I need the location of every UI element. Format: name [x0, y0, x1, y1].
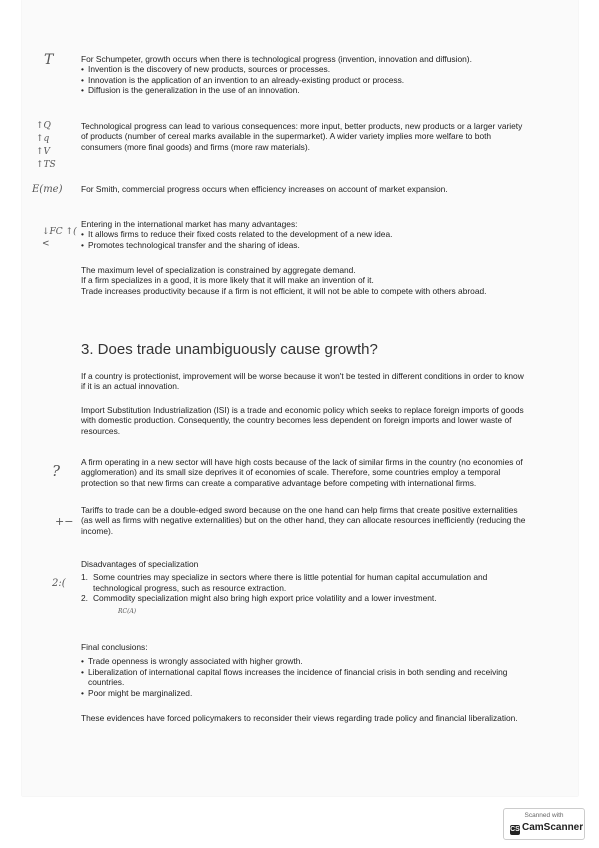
section-title: 3. Does trade unambiguously cause growth? [81, 341, 378, 358]
spec-line: The maximum level of specialization is constrained by aggregate demand. [81, 265, 356, 275]
tariffs-text: Tariffs to trade can be a double-edged sword because on the one hand can help firms that create positive externalities (as well as firms with negative externalities) but on the other hand, they can allocate resources inefficiently (reducing the income). [81, 505, 526, 536]
list-item: • Poor might be marginalized. [81, 688, 529, 698]
conclusions-section [81, 642, 529, 698]
camscanner-logo-icon: CS [510, 826, 520, 833]
final-text: These evidences have forced policymakers to reconsider their views regarding trade policy and financial liberalization. [81, 713, 518, 723]
smith-text: For Smith, commercial progress occurs when efficiency increases on account of market expansion. [81, 184, 448, 194]
item-number: 2. [81, 593, 88, 604]
disadvantages-title: Disadvantages of specialization [81, 559, 199, 569]
list-item: • Promotes technological transfer and the sharing of ideas. [81, 240, 529, 250]
spec-line: If a firm specializes in a good, it is more likely that it will make an invention of it. [81, 275, 374, 286]
disadvantages-section [81, 559, 529, 604]
schumpeter-lead: For Schumpeter, growth occurs when there is technological progress (invention, innovation and diffusion). [81, 54, 472, 64]
list-item: • Trade openness is wrongly associated with higher growth. [81, 656, 529, 666]
item-text: Commodity specialization might also bring high export price volatility and a lower investment. [93, 593, 437, 604]
intl-lead: Entering in the international market has many advantages: [81, 219, 298, 229]
smith-paragraph [81, 184, 529, 194]
item-number: 1. [81, 572, 88, 583]
list-item: • Liberalization of international capital flows increases the incidence of financial crisis in both sending and receiving countries. [81, 667, 529, 688]
protectionist-text: If a country is protectionist, improvement will be worse because it won't be tested in different conditions in order to know if it is an actual innovation. [81, 371, 524, 392]
new-sector-paragraph [81, 457, 529, 488]
list-item [81, 572, 529, 593]
list-item [81, 593, 529, 603]
tech-progress-paragraph [81, 121, 529, 152]
conclusions-title: Final conclusions: [81, 642, 148, 652]
margin-note-arrows: ↑Q ↑q ↑V ↑TS [36, 121, 56, 170]
margin-note-fc: ↓FC ↑( < [42, 227, 77, 249]
item-text: Some countries may specialize in sectors where there is little potential for human capital accumulation and technological progress, such as resource extraction. [93, 572, 488, 593]
camscanner-badge [503, 808, 585, 840]
camscanner-brand [510, 822, 583, 835]
margin-note-question: ? [52, 462, 61, 480]
protectionist-paragraph [81, 371, 529, 392]
specialization-paragraph [81, 265, 529, 296]
margin-note-two: 2:( [52, 578, 66, 589]
margin-note-eme: E(me) [32, 184, 63, 195]
international-market-paragraph [81, 219, 529, 250]
final-paragraph [81, 713, 529, 723]
margin-note-small: RC(A) [118, 608, 137, 615]
list-item: • It allows firms to reduce their fixed costs related to the development of a new idea. [81, 229, 529, 239]
list-item: • Invention is the discovery of new products, sources or processes. [81, 64, 529, 74]
conclusions-list [81, 656, 529, 698]
isi-text: Import Substitution Industrialization (ISI) is a trade and economic policy which seeks to replace foreign imports of goods with domestic production. Consequently, the country becomes less dependent on foreign imports and lower waste of resources. [81, 405, 524, 436]
disadvantages-list [81, 572, 529, 603]
isi-paragraph [81, 405, 529, 436]
margin-note-plus-minus: +− [55, 515, 74, 528]
schumpeter-paragraph [81, 54, 529, 96]
margin-note-t: T [44, 52, 54, 68]
camscanner-name: CamScanner [522, 822, 584, 833]
tech-progress-text: Technological progress can lead to various consequences: more input, better products, new products or a larger variety of products (number of cereal marks available in the supermarket). A wider variety implies more welfare to both consumers (more final goods) and firms (more raw materials). [81, 121, 523, 152]
spec-line: Trade increases productivity because if a firm is not efficient, it will not be able to compete with others abroad. [81, 285, 487, 296]
list-item: • Diffusion is the generalization in the use of an innovation. [81, 85, 529, 95]
new-sector-text: A firm operating in a new sector will have high costs because of the lack of similar firms in the country (no economies of agglomeration) and its small size deprives it of economies of scale. Therefore, some countries employ a temporal protection so that new firms can create a comparative advantage before competing with international firms. [81, 457, 523, 488]
scanned-with-label: Scanned with [524, 812, 564, 819]
intl-list [81, 229, 529, 250]
list-item: • Innovation is the application of an invention to an already-existing product or process. [81, 75, 529, 85]
schumpeter-list [81, 64, 529, 95]
tariffs-paragraph [81, 505, 529, 536]
